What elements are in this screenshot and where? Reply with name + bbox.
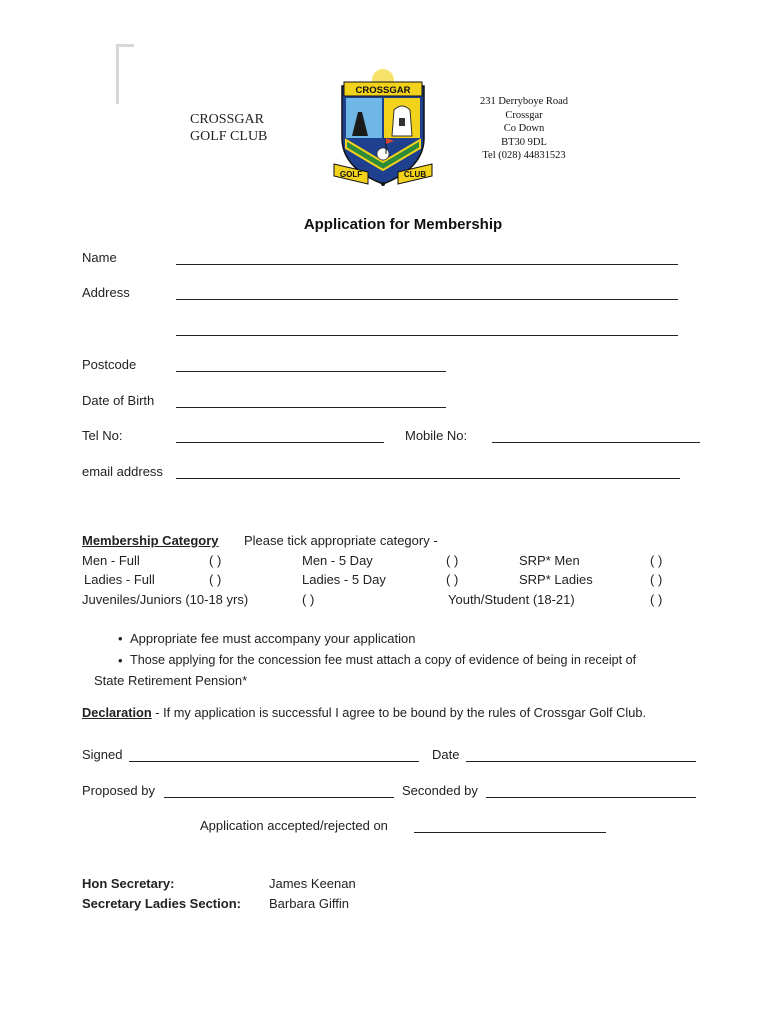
club-name-line1: CROSSGAR [190, 112, 264, 127]
tickbox-srp-ladies[interactable]: ( ) [650, 572, 663, 587]
name-field[interactable] [176, 264, 678, 265]
logo-bottom-left-text: GOLF [339, 170, 363, 179]
declaration-label: Declaration [82, 705, 152, 720]
option-juveniles: Juveniles/Juniors (10-18 yrs) [82, 592, 249, 607]
name-label: Name [82, 250, 117, 265]
note-concession-cont: State Retirement Pension* [94, 673, 248, 688]
declaration [82, 705, 646, 720]
tickbox-youth-student[interactable]: ( ) [650, 592, 663, 607]
address-line: 231 Derryboye Road [479, 96, 569, 107]
bullet-icon: • [118, 653, 123, 668]
postcode-field[interactable] [176, 371, 446, 372]
tickbox-juveniles[interactable]: ( ) [302, 592, 315, 607]
scan-artifact [116, 44, 119, 104]
dot-shape [381, 182, 385, 186]
dob-label: Date of Birth [82, 393, 155, 408]
email-field[interactable] [176, 478, 680, 479]
signed-label: Signed [82, 747, 123, 762]
seconded-by-label: Seconded by [402, 783, 478, 798]
postcode-label: Postcode [82, 357, 137, 372]
option-ladies-5day: Ladies - 5 Day [302, 572, 386, 587]
address-label: Address [82, 285, 130, 300]
tickbox-ladies-5day[interactable]: ( ) [446, 572, 459, 587]
membership-instruction: Please tick appropriate category - [244, 533, 438, 548]
seconded-by-field[interactable] [486, 797, 696, 798]
dob-field[interactable] [176, 407, 446, 408]
ladies-secretary-name: Barbara Giffin [269, 896, 349, 911]
signed-field[interactable] [129, 761, 419, 762]
logo-top-text: CROSSGAR [355, 85, 411, 96]
accepted-label: Application accepted/rejected on [200, 818, 388, 833]
accepted-date-field[interactable] [414, 832, 606, 833]
tickbox-ladies-full[interactable]: ( ) [209, 572, 222, 587]
club-name-line2: GOLF CLUB [190, 129, 268, 144]
scan-artifact [116, 44, 134, 47]
tel-field[interactable] [176, 442, 384, 443]
tickbox-men-full[interactable]: ( ) [209, 553, 222, 568]
option-youth-student: Youth/Student (18-21) [448, 592, 575, 607]
address-field-line2[interactable] [176, 335, 678, 336]
bullet-icon: • [118, 631, 123, 646]
club-name [190, 111, 267, 145]
tickbox-men-5day[interactable]: ( ) [446, 553, 459, 568]
logo-bottom-right-text: CLUB [403, 170, 427, 179]
hon-secretary-label: Hon Secretary: [82, 876, 175, 891]
note-fee: Appropriate fee must accompany your application [130, 631, 416, 646]
windmill-window [399, 118, 405, 126]
mobile-field[interactable] [492, 442, 700, 443]
tel-label: Tel No: [82, 428, 123, 443]
option-men-5day: Men - 5 Day [302, 553, 373, 568]
note-concession: Those applying for the concession fee must attach a copy of evidence of being in receipt of [130, 653, 637, 667]
address-line: Crossgar [505, 109, 543, 121]
tickbox-srp-men[interactable]: ( ) [650, 553, 663, 568]
address-line: BT30 9DL [501, 136, 547, 148]
proposed-by-field[interactable] [164, 797, 394, 798]
club-crest-logo [328, 68, 438, 192]
date-label: Date [432, 747, 460, 762]
golf-ball-shape [377, 148, 389, 160]
ladies-secretary-label: Secretary Ladies Section: [82, 896, 241, 911]
crest-svg [328, 68, 438, 192]
address-line: Co Down [503, 123, 545, 134]
club-address [462, 95, 586, 163]
option-srp-men: SRP* Men [519, 553, 580, 568]
date-field[interactable] [466, 761, 696, 762]
declaration-text: - If my application is successful I agree to be bound by the rules of Crossgar Golf Club. [151, 705, 647, 720]
option-srp-ladies: SRP* Ladies [519, 572, 593, 587]
option-men-full: Men - Full [82, 553, 140, 568]
email-label: email address [82, 464, 163, 479]
membership-heading: Membership Category [82, 533, 219, 548]
proposed-by-label: Proposed by [82, 783, 155, 798]
form-title: Application for Membership [303, 216, 503, 233]
mobile-label: Mobile No: [405, 428, 468, 443]
address-field-line1[interactable] [176, 299, 678, 300]
address-line: Tel (028) 44831523 [482, 150, 566, 161]
hon-secretary-name: James Keenan [269, 876, 356, 891]
option-ladies-full: Ladies - Full [84, 572, 155, 587]
